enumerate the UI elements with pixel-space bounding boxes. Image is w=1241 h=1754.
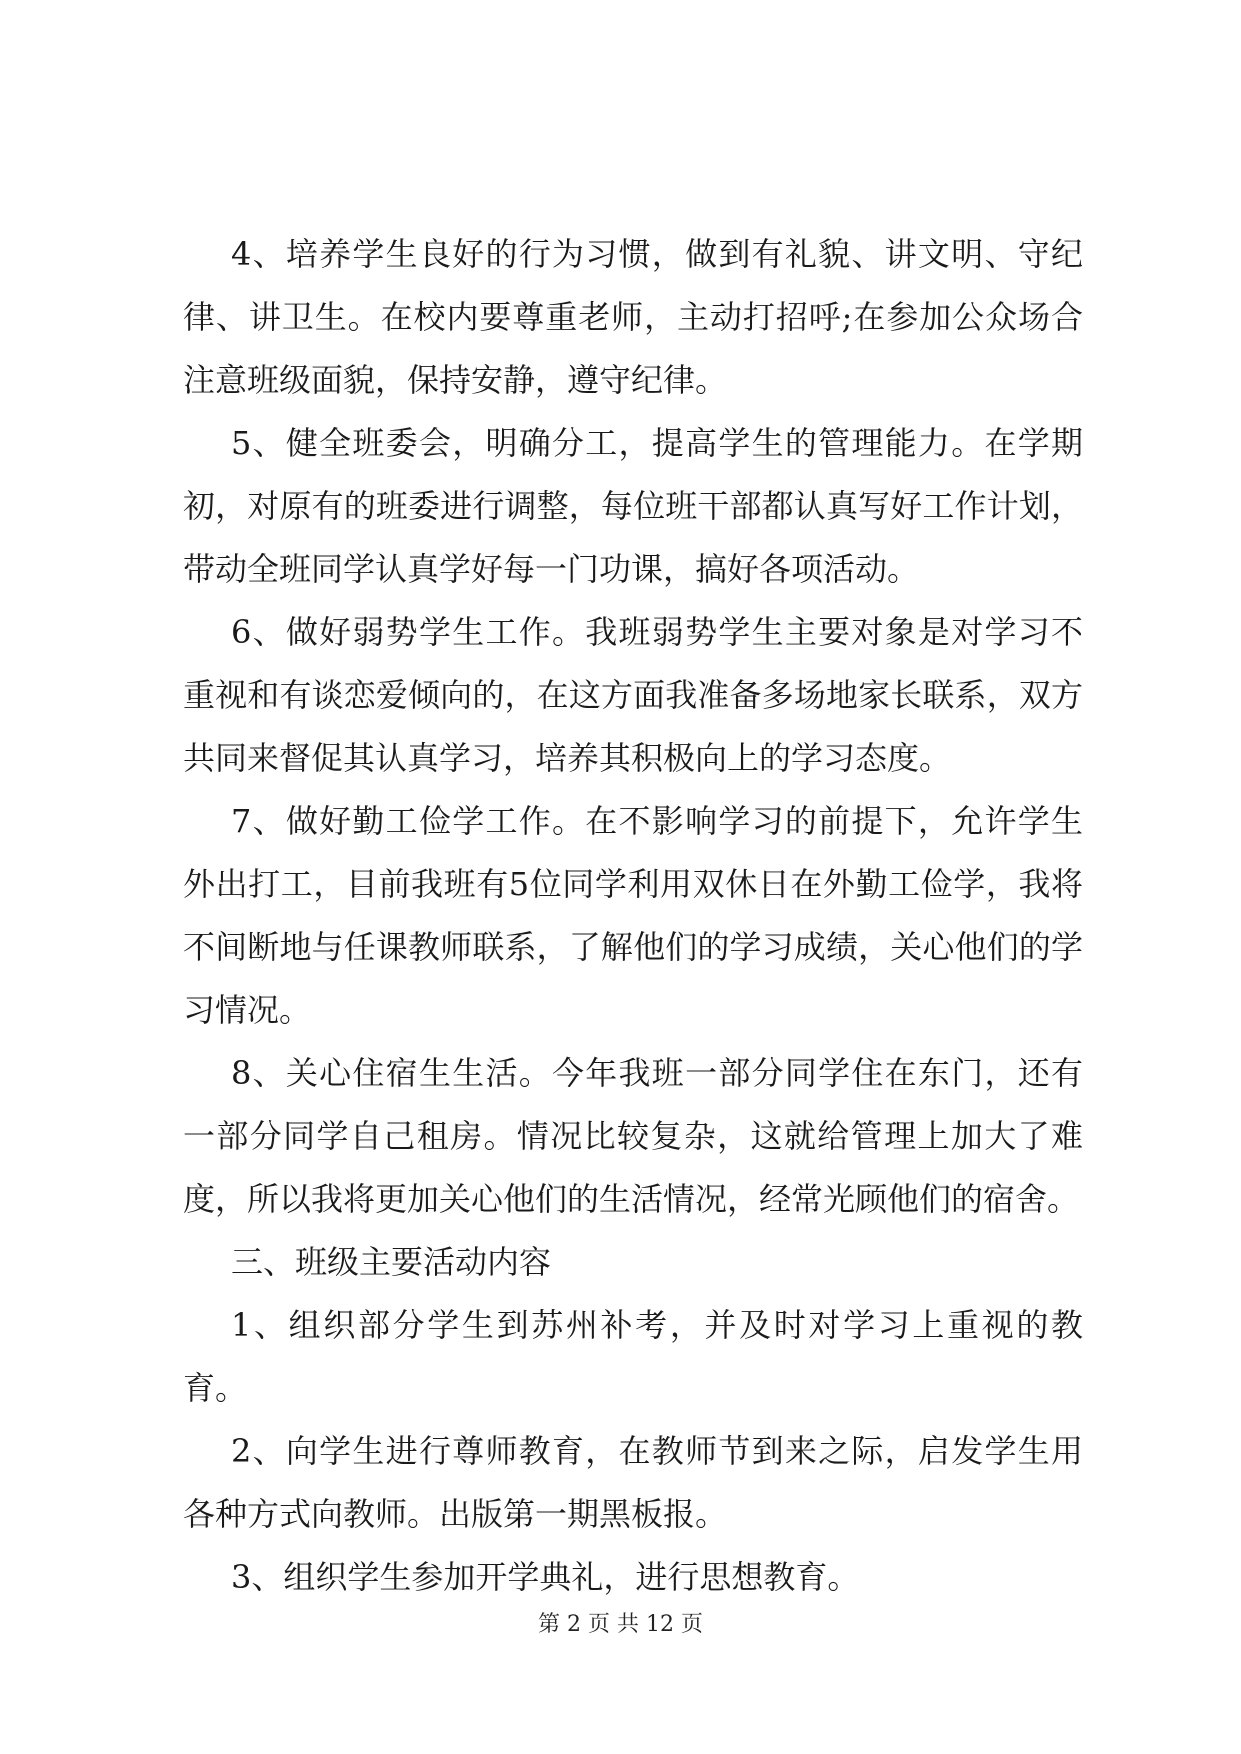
- activity-item-1: 1、组织部分学生到苏州补考，并及时对学习上重视的教育。: [183, 1306, 1083, 1407]
- section-heading: 三、班级主要活动内容: [231, 1243, 552, 1281]
- paragraph-item-7: 7、做好勤工俭学工作。在不影响学习的前提下，允许学生外出打工，目前我班有5位同学利用双休日在外勤工俭学，我将不间断地与任课教师联系，了解他们的学习成绩，关心他们的学习情况。: [183, 802, 1083, 1029]
- activity-item-3: 3、组织学生参加开学典礼，进行思想教育。: [231, 1558, 860, 1596]
- page-number-footer: 第 2 页 共 12 页: [538, 1612, 703, 1637]
- paragraph-item-4: 4、培养学生良好的行为习惯，做到有礼貌、讲文明、守纪律、讲卫生。在校内要尊重老师，主动打招呼;在参加公众场合注意班级面貌，保持安静，遵守纪律。: [183, 235, 1083, 399]
- paragraph-item-8: 8、关心住宿生生活。今年我班一部分同学住在东门，还有一部分同学自己租房。情况比较复杂，这就给管理上加大了难度，所以我将更加关心他们的生活情况，经常光顾他们的宿舍。: [183, 1054, 1083, 1218]
- paragraph-item-6: 6、做好弱势学生工作。我班弱势学生主要对象是对学习不重视和有谈恋爱倾向的，在这方面我准备多场地家长联系，双方共同来督促其认真学习，培养其积极向上的学习态度。: [183, 613, 1083, 777]
- activity-item-2: 2、向学生进行尊师教育，在教师节到来之际，启发学生用各种方式向教师。出版第一期黑板报。: [183, 1432, 1083, 1533]
- document-body: [183, 223, 1083, 1609]
- paragraph-item-5: 5、健全班委会，明确分工，提高学生的管理能力。在学期初，对原有的班委进行调整，每位班干部都认真写好工作计划，带动全班同学认真学好每一门功课，搞好各项活动。: [183, 424, 1083, 588]
